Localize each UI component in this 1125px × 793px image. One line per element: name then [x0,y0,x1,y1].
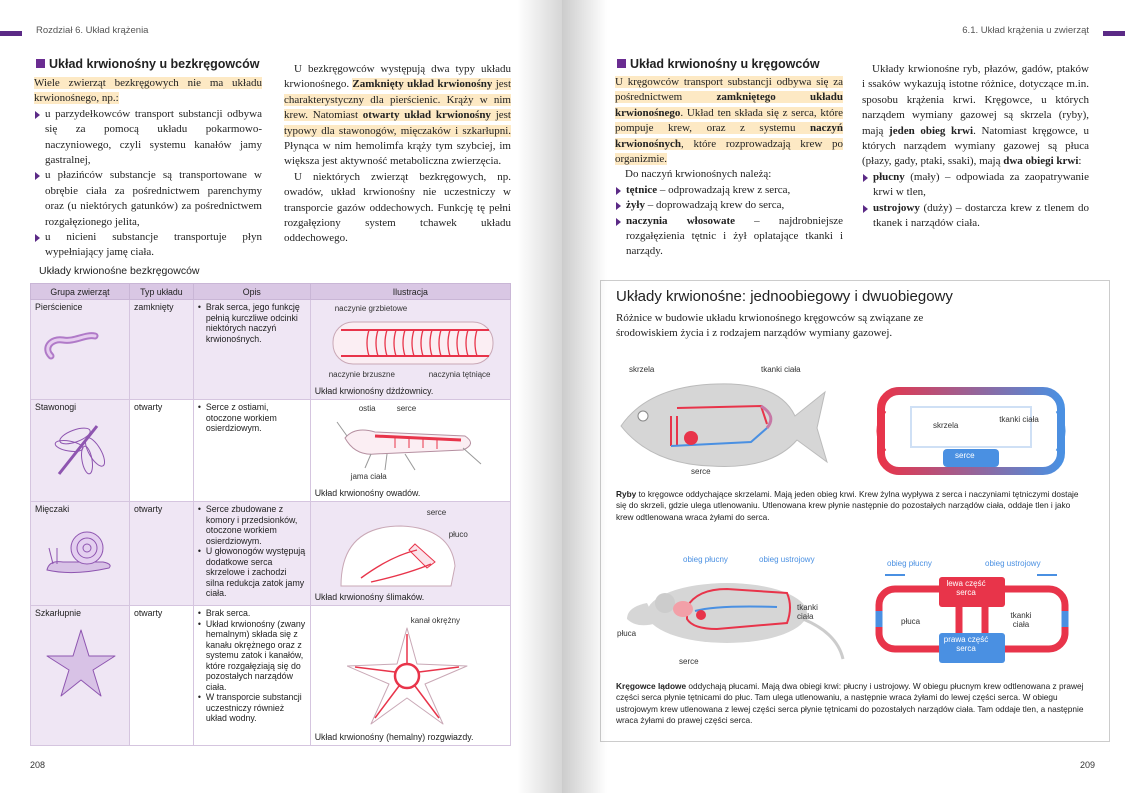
insect-system-illustration [335,414,485,474]
fish-illustration [611,366,831,476]
diagram-label: lewa część serca [946,579,986,597]
section-heading: Układ krwionośny u bezkręgowców [36,57,259,71]
table-row [31,400,511,502]
description: • Serce z ostiami, otoczone workiem osierdziowym. [198,402,306,434]
description: • U głowonogów występują dodatkowe serca skrzelowe i zachodzi silna redukcja zatok jamy ciała. [198,546,306,599]
description: • Układ krwionośny (zwany hemalnym) składa się z kanału okrężnego oraz z systemu zatok i kanałów, które rozgałęziają się do pozostałych narządów ciała. [198,619,306,693]
table-header: Typ układu [129,284,193,300]
table-header: Ilustracja [310,284,510,300]
right-page [562,0,1125,793]
table-row [31,502,511,606]
left-page [0,0,562,793]
table-row [31,606,511,746]
right-column-2: Układy krwionośne ryb, płazów, gadów, ptaków i ssaków wykazują istotne różnice, dotyczące m.in. sposobu krążenia krwi. Kręgowce, u których narządem wymiany gazowej są skrzela (ryby), mają jeden obieg krwi. Natomiast kręgowce, u których narządem wymiany gazowej są płuca (płazy, gady, ptaki, ssaki), mają dwa obiegi krwi: płucny (mały) – odpowiada za zaopatrywanie krwi w tlen, ustrojowy (duży) – dostarcza krew z tlenem do tkanek i narządów ciała. [862,62,1089,231]
illustration-label: serce [396,404,417,413]
diagram-label: obieg ustrojowy [985,559,1041,568]
group-name: Szkarłupnie [35,608,81,618]
list-item: u płazińców substancje są transportowane w obrębie ciała za pośrednictwem parenchymy oraz (u niektórych gatunków) za pośrednictwem rozgałęzionego jelita, [34,168,262,230]
starfish-system-illustration [347,626,477,726]
diagram-label: płuca [901,617,921,626]
running-head: Rozdział 6. Układ krążenia [36,25,149,36]
illustration-label: jama ciała [350,472,387,481]
rat-label: płuca [617,629,637,638]
accent-bar [0,31,22,36]
table-header: Grupa zwierząt [31,284,130,300]
square-bullet-icon [36,59,45,68]
diagram-label: serce [955,451,975,460]
box-title: Układy krwionośne: jednoobiegowy i dwuobiegowy [616,288,953,305]
illustration-caption: Układ krwionośny ślimaków. [314,592,425,602]
land-caption: Kręgowce lądowe oddychają płucami. Mają dwa obiegi krwi: płucny i ustrojowy. W obiegu płucnym krew odtlenowana z prawej części serca płynie tętnicami do płuc. Tam ulega utlenowaniu, a następnie wraca żyłami do lewej części serca. W obiegu ustrojowym krew utlenowana z lewej części serca płynie tętnicami do pozostałych narządów ciała. Tam oddaje tlen, a następnie wraca żyłami do prawej części serca. [616,681,1084,725]
gutter-shadow [517,0,562,793]
left-column-1 [34,76,262,261]
diagram-label: tkanki ciała [1010,611,1032,629]
system-type: otwarty [129,502,193,606]
table-title: Układy krwionośne bezkręgowców [39,265,200,277]
table-header: Opis [193,284,310,300]
illustration-label: naczynie brzuszne [328,370,395,379]
snail-icon [43,518,119,580]
rat-label: obieg ustrojowy [759,555,815,564]
rat-label: serce [679,657,699,666]
illustration-label: płuco [448,530,468,539]
highlighted-intro: Wiele zwierząt bezkręgowych nie ma układu krwionośnego, np.: [34,77,262,105]
illustration-label: naczynia tętniące [428,370,491,379]
description: • Brak serca. [198,608,306,619]
single-circuit-diagram [871,381,1071,481]
snail-system-illustration [331,516,481,590]
fish-caption: Ryby to kręgowce oddychające skrzelami. Mają jeden obieg krwi. Krew żylna wypływa z serca i naczyniami tętniczymi dostaje się do skrzeli, gdzie ulega utlenowaniu. Utlenowana krew płynie następnie do pozostałych narządów ciała, oddaje tlen i jako krew odtlenowana wraca żyłami do serca. [616,489,1079,522]
diagram-label: obieg płucny [887,559,932,568]
group-name: Pierścienice [35,302,83,312]
left-column-2: U bezkręgowców występują dwa typy układu krwionośnego. Zamknięty układ krwionośny jest charakterystyczny dla pierścienic. Krąży w nim krew. Natomiast otwarty układ krwionośny jest typowy dla stawonogów, mięczaków i szkarłupni. Płynąca w nim hemolimfa krąży tym szybciej, im większa jest aktywność metaboliczna zwierzęcia. U niektórych zwierząt bezkręgowych, np. owadów, układ krwionośny nie uczestniczy w transporcie gazów oddechowych. Funkcję tę pełni rozgałęziony system tchawek układu oddechowego. [284,63,511,245]
fish-label: serce [691,467,711,476]
earthworm-icon [41,318,101,368]
rat-label: obieg płucny [683,555,728,564]
box-intro: Różnice w budowie układu krwionośnego kręgowców są związane ze środowiskiem życia i z rodzajem narządów wymiany gazowej. [616,312,924,339]
table-row [31,300,511,400]
fish-label: skrzela [629,365,655,374]
page-number: 209 [1079,760,1095,770]
description: • Serce zbudowane z komory i przedsionków, otoczone workiem osierdziowym. [198,504,306,546]
system-type: otwarty [129,400,193,502]
diagram-label: prawa część serca [943,635,989,653]
running-head: 6.1. Układ krążenia u zwierząt [962,25,1089,36]
illustration-label: ostia [358,404,376,413]
group-name: Stawonogi [35,402,77,412]
dragonfly-icon [45,412,115,482]
starfish-icon [43,626,119,702]
square-bullet-icon [617,59,626,68]
page-number: 208 [30,760,46,770]
illustration-caption: Układ krwionośny owadów. [314,488,421,498]
accent-bar [1103,31,1125,36]
illustration-caption: Układ krwionośny (hemalny) rozgwiazdy. [314,732,474,742]
list-item: u parzydełkowców transport substancji odbywa się za pomocą układu pokarmowo-naczyniowego, czyli systemu kanałów jamy gastralnej, [34,107,262,169]
gutter-shadow [562,0,607,793]
diagram-label: tkanki ciała [999,415,1039,424]
diagram-label: skrzela [933,421,959,430]
earthworm-system-illustration [331,316,501,370]
illustration-caption: Układ krwionośny dżdżownicy. [314,386,434,396]
illustration-label: serce [426,508,447,517]
group-name: Mięczaki [35,504,70,514]
list-item: u nicieni substancje transportuje płyn wypełniający jamę ciała. [34,230,262,261]
system-type: otwarty [129,606,193,746]
circulation-box [600,280,1110,742]
rat-label: tkanki ciała [797,603,818,621]
illustration-label: naczynie grzbietowe [334,304,408,313]
section-heading: Układ krwionośny u kręgowców [617,57,820,71]
invertebrate-table [30,283,511,746]
fish-label: tkanki ciała [761,365,801,374]
system-type: zamknięty [129,300,193,400]
right-column-1: U kręgowców transport substancji odbywa się za pośrednictwem zamkniętego układu krwionośnego. Układ ten składa się z serca, które pompuje krew, oraz z systemu naczyń krwionośnych, które rozprowadzają krew po organizmie. Do naczyń krwionośnych należą: tętnice – odprowadzają krew z serca, żyły – doprowadzają krew do serca, naczynia włosowate – najdrobniejsze rozgałęzienia tętnic i żył oplatające tkanki i narządy. [615,75,843,260]
description: • W transporcie substancji uczestniczy również układ wodny. [198,692,306,724]
description: • Brak serca, jego funkcję pełnią kurczliwe odcinki niektórych naczyń krwionośnych. [198,302,306,344]
illustration-label: kanał okrężny [410,616,461,625]
